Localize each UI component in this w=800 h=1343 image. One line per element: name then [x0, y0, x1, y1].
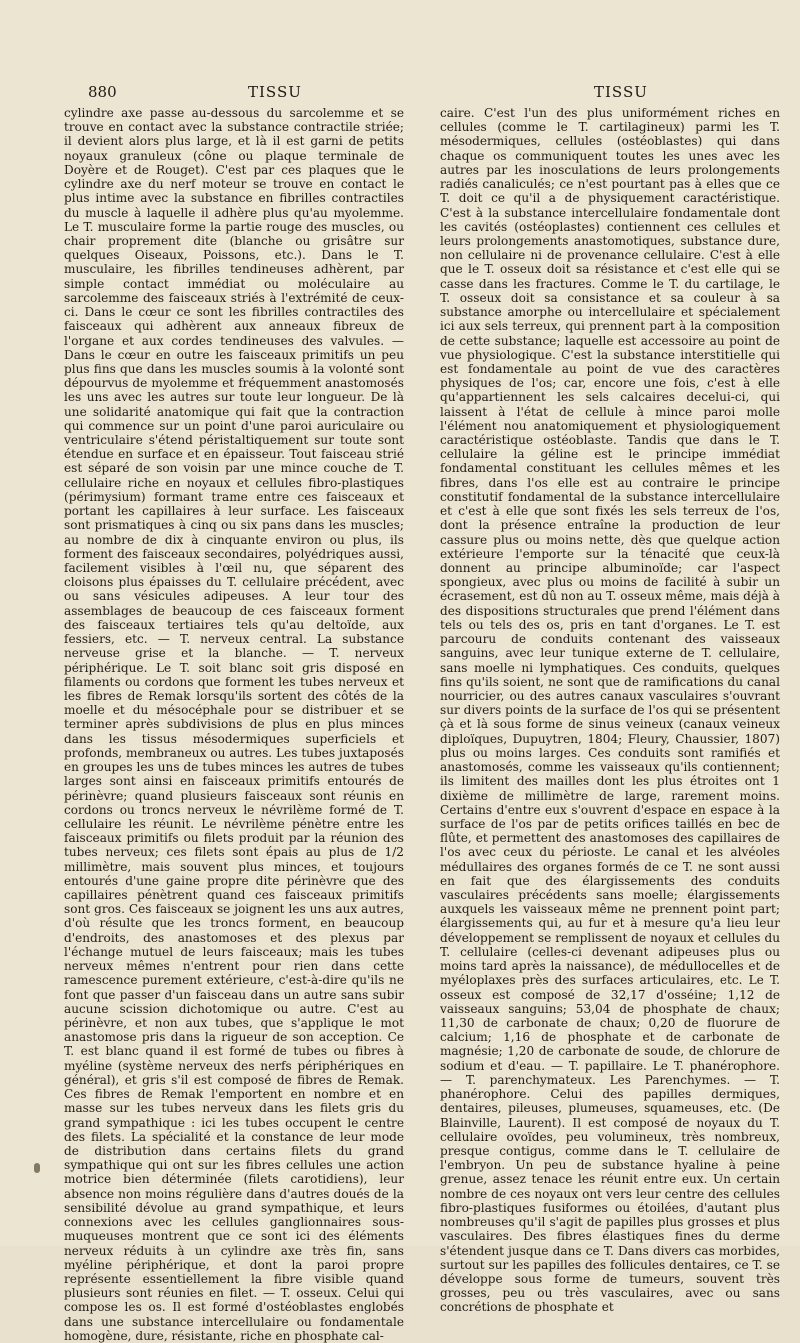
text-column-left [64, 106, 404, 1343]
left-column-text: cylindre axe passe au-dessous du sarcolemme et se trouve en contact avec la substance contractile striée; il devient alors plus large, et là il est garni de petits noyaux granuleux (cône ou plaque terminale de Doyère et de Rouget). C'est par ces plaques que le cylindre axe du nerf moteur se trouve en contact le plus intime avec la substance en fibrilles contractiles du muscle à laquelle il adhère plus qu'au myolemme. Le T. musculaire forme la partie rouge des muscles, ou chair proprement dite (blanche ou grisâtre sur quelques Oiseaux, Poissons, etc.). Dans le T. musculaire, les fibrilles tendineuses adhèrent, par simple contact immédiat ou moléculaire au sarcolemme des faisceaux striés à l'extrémité de ceux-ci. Dans le cœur ce sont les fibrilles contractiles des faisceaux qui adhèrent aux anneaux fibreux de l'organe et aux cordes tendineuses des valvules. — Dans le cœur en outre les faisceaux primitifs un peu plus fins que dans les muscles soumis à la volonté sont dépourvus de myolemme et fréquemment anastomosés les uns avec les autres sur toute leur longueur. De là une solidarité anatomique qui fait que la contraction qui commence sur un point d'une paroi auriculaire ou ventriculaire s'étend péristaltiquement sur toute sont étendue en surface et en épaisseur. Tout faisceau strié est séparé de son voisin par une mince couche de T. cellulaire riche en noyaux et cellules fibro-plastiques (périmysium) formant trame entre ces faisceaux et portant les capillaires à leur surface. Les faisceaux sont prismatiques à cinq ou six pans dans les muscles; au nombre de dix à cinquante environ ou plus, ils forment des faisceaux secondaires, polyédriques aussi, facilement visibles à l'œil nu, que séparent des cloisons plus épaisses du T. cellulaire précédent, avec ou sans vésicules adipeuses. A leur tour des assemblages de beaucoup de ces faisceaux forment des faisceaux tertiaires tels qu'au deltoïde, aux fessiers, etc. — T. nerveux central. La substance nerveuse grise et la blanche. — T. nerveux périphérique. Le T. soit blanc soit gris disposé en filaments ou cordons que forment les tubes nerveux et les fibres de Remak lorsqu'ils sortent des côtés de la moelle et du mésocéphale pour se distribuer et se terminer après subdivisions de plus en plus minces dans les tissus mésodermiques superficiels et profonds, membraneux ou autres. Les tubes juxtaposés en groupes les uns de tubes minces les autres de tubes larges sont ainsi en faisceaux primitifs entourés de périnèvre; quand plusieurs faisceaux sont réunis en cordons ou troncs nerveux le névrilème formé de T. cellulaire les réunit. Le névrilème pénètre entre les faisceaux primitifs ou filets produit par la réunion des tubes nerveux; ces filets sont épais au plus de 1/2 millimètre, mais souvent plus minces, et toujours entourés d'une gaine propre dite périnèvre que des capillaires pénètrent quand ces faisceaux primitifs sont gros. Ces faisceaux se joignent les uns aux autres, d'où résulte que les troncs forment, en beaucoup d'endroits, des anastomoses et des plexus par l'échange mutuel de leurs faisceaux; mais les tubes nerveux mêmes n'entrent pour rien dans cette ramescence purement extérieure, c'est-à-dire qu'ils ne font que passer d'un faisceau dans un autre sans subir aucune scission dichotomique ou autre. C'est au périnèvre, et non aux tubes, que s'applique le mot anastomose pris dans la rigueur de son acception. Ce T. est blanc quand il est formé de tubes ou fibres à myéline (système nerveux des nerfs périphériques en général), et gris s'il est composé de fibres de Remak. Ces fibres de Remak l'emportent en nombre et en masse sur les tubes nerveux dans les filets gris du grand sympathique : ici les tubes occupent le centre des filets. La spécialité et la constance de leur mode de distribution dans certains filets du grand sympathique qui ont sur les fibres cellules une action motrice bien déterminée (filets carotidiens), leur absence non moins régulière dans d'autres doués de la sensibilité dévolue au grand sympathique, et leurs connexions avec les cellules ganglionnaires sous-muqueuses montrent que ce sont ici des éléments nerveux réduits à un cylindre axe très fin, sans myéline périphérique, et dont la paroi propre représente essentiellement la fibre visible quand plusieurs sont réunies en filet. — T. osseux. Celui qui compose les os. Il est formé d'ostéoblastes englobés dans une substance intercellulaire ou fondamentale homogène, dure, résistante, riche en phosphate cal- [64, 106, 404, 1343]
text-column-right [440, 106, 780, 1315]
page-number: 880 [88, 83, 117, 101]
running-header [88, 83, 768, 105]
header-title-left: TISSU [248, 83, 302, 101]
ink-mark [34, 1163, 40, 1173]
right-column-text: caire. C'est l'un des plus uniformément riches en cellules (comme le T. cartilagineux) parmi les T. mésodermiques, cellules (ostéoblastes) qui dans chaque os communiquent toutes les unes avec les autres par les inosculations de leurs prolongements radiés canaliculés; ce n'est pourtant pas à elles que ce T. doit ce qu'il a de physiquement caractéristique. C'est à la substance intercellulaire fondamentale dont les cavités (ostéoplastes) contiennent ces cellules et leurs prolongements anastomotiques, substance dure, non cellulaire ni de provenance cellulaire. C'est à elle que le T. osseux doit sa résistance et c'est elle qui se casse dans les fractures. Comme le T. du cartilage, le T. osseux doit sa consistance et sa couleur à sa substance amorphe ou intercellulaire et spécialement ici aux sels terreux, qui prennent part à la composition de cette substance; laquelle est accessoire au point de vue physiologique. C'est la substance interstitielle qui est fondamentale au point de vue des caractères physiques de l'os; car, encore une fois, c'est à elle qu'appartiennent les sels calcaires decelui-ci, qui laissent à l'état de cellule à mince paroi molle l'élément nou anatomiquement et physiologiquement caractéristique ostéoblaste. Tandis que dans le T. cellulaire la géline est le principe immédiat fondamental constituant les cellules mêmes et les fibres, dans l'os elle est au contraire le principe constitutif fondamental de la substance intercellulaire et c'est à elle que sont fixés les sels terreux de l'os, dont la présence entraîne la production de leur cassure plus ou moins nette, dès que quelque action extérieure l'emporte sur la ténacité que ceux-là donnent au principe albuminoïde; car l'aspect spongieux, avec plus ou moins de facilité à subir un écrasement, est dû non au T. osseux même, mais déjà à des dispositions structurales que prend l'élément dans tels ou tels des os, pris en tant d'organes. Le T. est parcouru de conduits contenant des vaisseaux sanguins, avec leur tunique externe de T. cellulaire, sans moelle ni lymphatiques. Ces conduits, quelques fins qu'ils soient, ne sont que de ramifications du canal nourricier, ou des autres canaux vasculaires s'ouvrant sur divers points de la surface de l'os qui se présentent çà et là sous forme de sinus veineux (canaux veineux diploïques, Dupuytren, 1804; Fleury, Chaussier, 1807) plus ou moins larges. Ces conduits sont ramifiés et anastomosés, comme les vaisseaux qu'ils contiennent; ils limitent des mailles dont les plus étroites ont 1 dixième de millimètre de large, rarement moins. Certains d'entre eux s'ouvrent d'espace en espace à la surface de l'os par de petits orifices taillés en bec de flûte, et permettent des anastomoses des capillaires de l'os avec ceux du périoste. Le canal et les alvéoles médullaires des organes formés de ce T. ne sont aussi en fait que des élargissements des conduits vasculaires précédents sans moelle; élargissements auxquels les vaisseaux même ne prennent point part; élargissements qui, au fur et à mesure qu'a lieu leur développement se remplissent de noyaux et cellules du T. cellulaire (celles-ci devenant adipeuses plus ou moins tard après la naissance), de médullocelles et de myéloplaxes près des surfaces articulaires, etc. Le T. osseux est composé de 32,17 d'osséine; 1,12 de vaisseaux sanguins; 53,04 de phosphate de chaux; 11,30 de carbonate de chaux; 0,20 de fluorure de calcium; 1,16 de phosphate et de carbonate de magnésie; 1,20 de carbonate de soude, de chlorure de sodium et d'eau. — T. papillaire. Le T. phanérophore. — T. parenchymateux. Les Parenchymes. — T. phanérophore. Celui des papilles dermiques, dentaires, pileuses, plumeuses, squameuses, etc. (De Blainville, Laurent). Il est composé de noyaux du T. cellulaire ovoïdes, peu volumineux, très nombreux, presque contigus, comme dans le T. cellulaire de l'embryon. Un peu de substance hyaline à peine grenue, assez tenace les réunit entre eux. Un certain nombre de ces noyaux ont vers leur centre des cellules fibro-plastiques fusiformes ou étoilées, d'autant plus nombreuses qu'il s'agit de papilles plus grosses et plus vasculaires. Des fibres élastiques fines du derme s'étendent jusque dans ce T. Dans divers cas morbides, surtout sur les papilles des follicules dentaires, ce T. se développe sous forme de tumeurs, souvent très grosses, peu ou très vasculaires, avec ou sans concrétions de phosphate et [440, 106, 780, 1315]
header-title-right: TISSU [594, 83, 648, 101]
